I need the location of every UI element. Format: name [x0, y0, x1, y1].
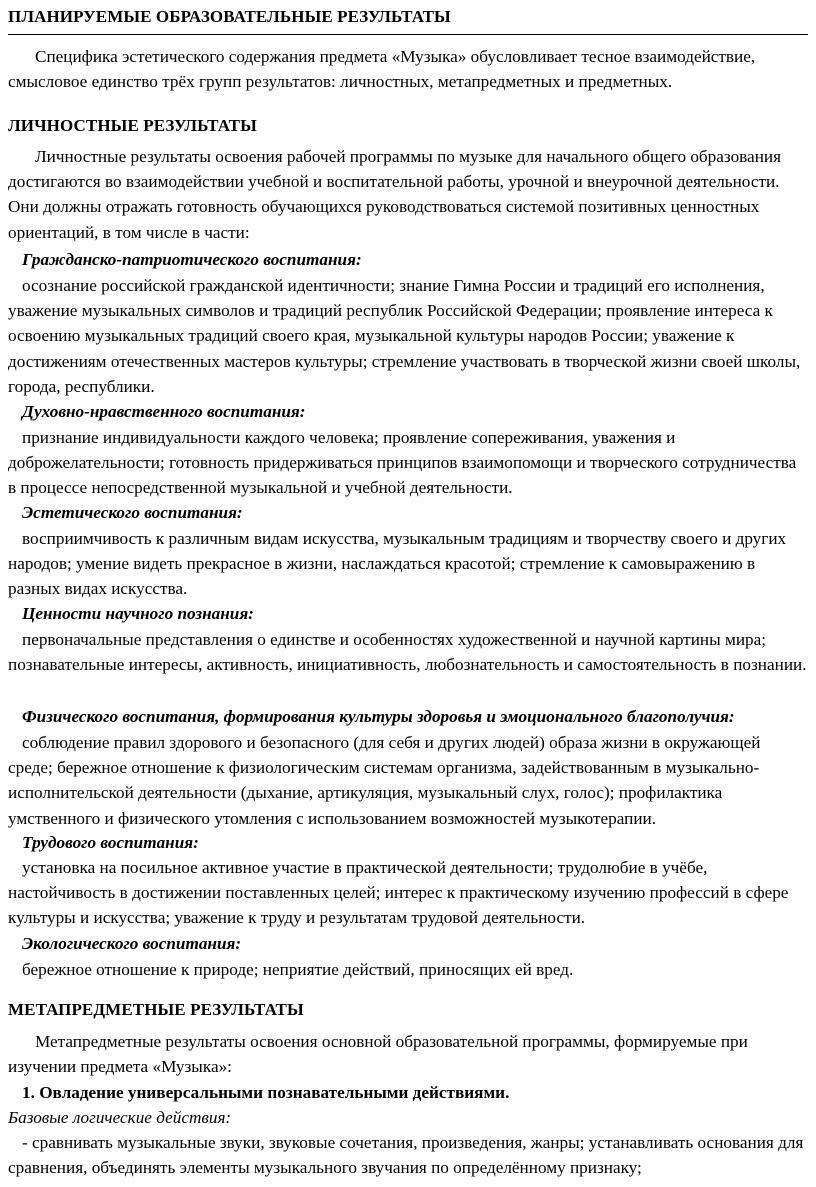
- labor-text: установка на посильное активное участие в практической деятельности; трудолюбие в учёбе, настойчивость в достижении поставленных целей; интерес к практическому изучению профессий в сфере культуры и искусства; уважение к труду и результатам трудовой деятельности.: [8, 858, 789, 928]
- spiritual-text: признание индивидуальности каждого человека; проявление сопереживания, уважения и доброжелательности; готовность придерживаться принципов взаимопомощи и творческого сотрудничества в процессе непосредственной музыкальной и учебной деятельности.: [8, 428, 797, 498]
- civic-text: осознание российской гражданской идентичности; знание Гимна России и традиций его исполнения, уважение музыкальных символов и традиций республик Российской Федерации; проявление интереса к освоению музыкальных традиций своего края, музыкальной культуры народов России; уважение к достижениям отечественных мастеров культуры; стремление участвовать в творческой жизни своей школы, города, республики.: [8, 276, 801, 396]
- logic-bullet-1: - сравнивать музыкальные звуки, звуковые сочетания, произведения, жанры; устанавливать основания для сравнения, объединять элементы музыкального звучания по определённому признаку;: [8, 1133, 804, 1178]
- physical-heading: Физического воспитания, формирования культуры здоровья и эмоционального благополучия:: [22, 707, 735, 726]
- ecology-text: бережное отношение к природе; неприятие действий, приносящих ей вред.: [22, 960, 574, 979]
- meta-results-heading: МЕТАПРЕДМЕТНЫЕ РЕЗУЛЬТАТЫ: [8, 1000, 304, 1019]
- intro-paragraph: Специфика эстетического содержания предмета «Музыка» обусловливает тесное взаимодействие, смысловое единство трёх групп результатов: личностных, метапредметных и предметных.: [8, 47, 756, 92]
- personal-intro-paragraph: Личностные результаты освоения рабочей программы по музыке для начального общего образования достигаются во взаимодействии учебной и воспитательной работы, урочной и внеурочной деятельности. Они должны отражать готовность обучающихся руководствоваться системой позитивных ценностных ориентаций, в том числе в части:: [8, 147, 781, 242]
- title-divider: [8, 34, 808, 35]
- meta-intro-paragraph: Метапредметные результаты освоения основной образовательной программы, формируемые при изучении предмета «Музыка»:: [8, 1032, 748, 1077]
- meta-section-1-heading: 1. Овладение универсальными познавательными действиями.: [22, 1083, 510, 1102]
- science-text: первоначальные представления о единстве и особенностях художественной и научной картины мира; познавательные интересы, активность, инициативность, любознательность и самостоятельность в познании.: [8, 630, 807, 675]
- spiritual-heading: Духовно-нравственного воспитания:: [22, 402, 306, 421]
- physical-text: соблюдение правил здорового и безопасного (для себя и других людей) образа жизни в окружающей среде; бережное отношение к физиологическим системам организма, задействованным в музыкально-исполнительской деятельности (дыхание, артикуляция, музыкальный слух, голос); профилактика умственного и физического утомления с использованием возможностей музыкотерапии.: [8, 733, 761, 828]
- civic-heading: Гражданско-патриотического воспитания:: [22, 250, 362, 269]
- personal-results-heading: ЛИЧНОСТНЫЕ РЕЗУЛЬТАТЫ: [8, 116, 257, 135]
- ecology-heading: Экологического воспитания:: [22, 934, 242, 953]
- aesthetic-heading: Эстетического воспитания:: [22, 503, 243, 522]
- science-heading: Ценности научного познания:: [22, 604, 254, 623]
- page-title: ПЛАНИРУЕМЫЕ ОБРАЗОВАТЕЛЬНЫЕ РЕЗУЛЬТАТЫ: [8, 7, 451, 26]
- logic-actions-subheading: Базовые логические действия:: [8, 1108, 232, 1127]
- labor-heading: Трудового воспитания:: [22, 833, 199, 852]
- aesthetic-text: восприимчивость к различным видам искусства, музыкальным традициям и творчеству своего и других народов; умение видеть прекрасное в жизни, наслаждаться красотой; стремление к самовыражению в разных видах искусства.: [8, 529, 787, 599]
